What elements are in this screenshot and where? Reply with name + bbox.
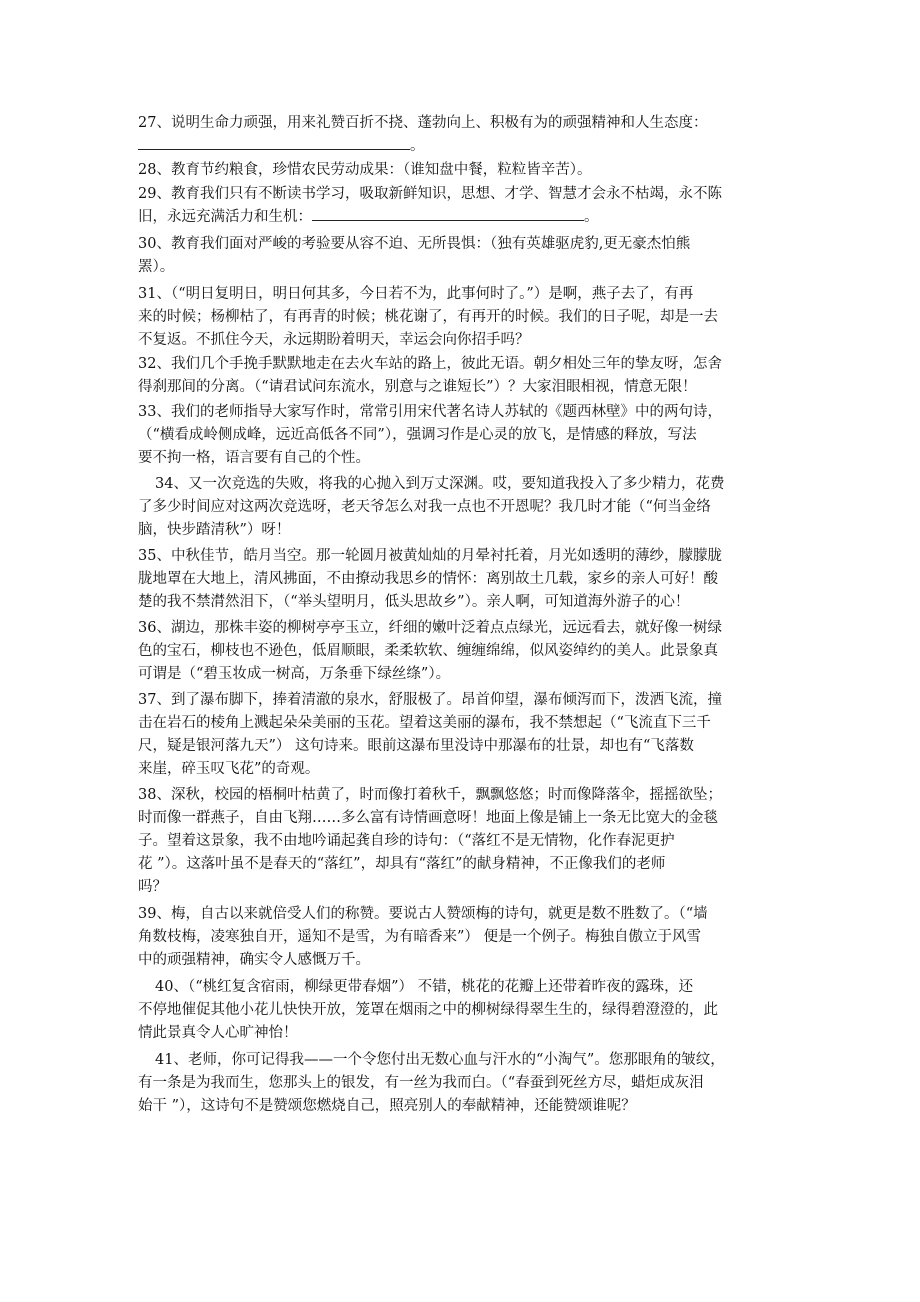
item-30-line-1: 30、教育我们面对严峻的考验要从容不迫、无所畏惧：（独有英雄驱虎豹,更无豪杰怕熊	[138, 236, 691, 252]
item-40-line-3: 情此景真令人心旷神怡！	[138, 1025, 298, 1041]
answer-blank	[138, 135, 410, 150]
item-37-line-1: 37、到了瀑布脚下，捧着清澈的泉水，舒服极了。昂首仰望，瀑布倾泻而下，泼洒飞流，撞	[138, 692, 722, 708]
item-32-line-2: 得刹那间的分离。（“请君试问东流水，别意与之谁短长”）？大家泪眼相视，情意无限！	[138, 379, 697, 395]
item-31-line-2: 来的时候；杨柳枯了，有再青的时候；桃花谢了，有再开的时候。我们的日子呢，却是一去	[138, 309, 718, 325]
item-34	[138, 473, 786, 542]
item-34-line-1: 34、又一次竞选的失败，将我的心抛入到万丈深渊。哎，要知道我投入了多少精力，花费	[155, 476, 725, 492]
item-38-line-5: 吗？	[138, 879, 167, 895]
item-36-line-1: 36、湖边，那株丰姿的柳树亭亭玉立，纤细的嫩叶泛着点点绿光，远远看去，就好像一树绿	[138, 620, 722, 636]
item-35-line-2: 胧地罩在大地上，清风拂面，不由撩动我思乡的情怀：离别故土几载，家乡的亲人可好！酸	[138, 571, 718, 587]
item-38-line-3: 子。望着这景象，我不由地吟诵起龚自珍的诗句：（“落红不是无情物，化作春泥更护	[138, 833, 675, 849]
item-37	[138, 689, 786, 781]
item-38-line-2: 时而像一群燕子，自由飞翔……多么富有诗情画意呀！地面上像是铺上一条无比宽大的金毯	[138, 810, 718, 826]
item-29-line-1: 29、教育我们只有不断读书学习，吸取新鲜知识，思想、才学、智慧才会永不枯竭，永不陈	[138, 186, 722, 202]
item-40-line-1: 40、（“桃红复含宿雨，柳绿更带春烟”） 不错，桃花的花瓣上还带着昨夜的露珠，还	[155, 979, 694, 995]
item-33	[138, 401, 786, 470]
item-35-line-1: 35、中秋佳节，皓月当空。那一轮圆月被黄灿灿的月晕衬托着，月光如透明的薄纱，朦朦胧	[138, 548, 722, 564]
item-34-line-3: 脑，快步踏清秋”）呀！	[138, 522, 291, 538]
item-39-line-1: 39、梅，自古以来就倍受人们的称赞。要说古人赞颂梅的诗句，就更是数不胜数了。（“墙	[138, 906, 708, 922]
item-36-line-2: 色的宝石，柳枝也不逊色，低眉顺眼，柔柔软软、缠缠绵绵，似风姿绰约的美人。此景象真	[138, 643, 718, 659]
item-39-line-2: 角数枝梅，凌寒独自开，遥知不是雪，为有暗香来”） 便是一个例子。梅独自傲立于风雪	[138, 929, 702, 945]
item-29-end: 。	[584, 209, 599, 225]
item-27-line-1: 27、说明生命力顽强，用来礼赞百折不挠、蓬勃向上、积极有为的顽强精神和人生态度：	[138, 115, 708, 131]
item-30-line-2: 罴）。	[138, 259, 175, 275]
item-28-line-1: 28、教育节约粮食，珍惜农民劳动成果：（谁知盘中餐，粒粒皆辛苦）。	[138, 162, 592, 178]
item-29	[138, 183, 786, 229]
item-41-line-2: 有一条是为我而生，您那头上的银发，有一丝为我而白。（“春蚕到死丝方尽，蜡炬成灰泪	[138, 1075, 704, 1091]
item-35-line-3: 楚的我不禁潸然泪下，（“举头望明月，低头思故乡”）。亲人啊，可知道海外游子的心！	[138, 594, 690, 610]
item-39	[138, 903, 786, 972]
item-36	[138, 617, 786, 686]
item-28	[138, 159, 786, 182]
item-34-line-2: 了多少时间应对这两次竞选呀，老天爷怎么对我一点也不开恩呢？我几时才能（“何当金络	[138, 499, 711, 515]
item-41-line-3: 始干 ”），这诗句不是赞颂您燃烧自己，照亮别人的奉献精神，还能赞颂谁呢？	[138, 1098, 636, 1114]
item-33-line-2: （“横看成岭侧成峰，远近高低各不同”），强调习作是心灵的放飞，是情感的释放，写法	[138, 427, 697, 443]
item-31	[138, 283, 786, 352]
item-27-line-2	[138, 135, 786, 158]
item-36-line-3: 可谓是（“碧玉妆成一树高，万条垂下绿丝绦”）。	[138, 666, 451, 682]
answer-blank	[312, 206, 584, 221]
item-29-line-2	[138, 206, 786, 229]
item-30	[138, 233, 786, 279]
item-31-line-1: 31、（“明日复明日，明日何其多，今日若不为，此事何时了。”）是啊，燕子去了，有再	[138, 286, 694, 302]
item-37-line-3: 尺，疑是银河落九天”） 这句诗来。眼前这瀑布里没诗中那瀑布的壮景，却也有“飞落数	[138, 738, 694, 754]
item-27-end: 。	[410, 138, 425, 154]
item-32	[138, 353, 786, 399]
item-31-line-3: 不复返。不抓住今天，永远期盼着明天，幸运会向你招手吗？	[138, 332, 530, 348]
item-38-line-4: 花 ”）。这落叶虽不是春天的“落红”，却具有“落红”的献身精神，不正像我们的老师	[138, 856, 666, 872]
item-40	[138, 976, 786, 1045]
item-32-line-1: 32、我们几个手挽手默默地走在去火车站的路上，彼此无语。朝夕相处三年的挚友呀，怎舍	[138, 356, 722, 372]
item-40-line-2: 不停地催促其他小花儿快快开放，笼罩在烟雨之中的柳树绿得翠生生的，绿得碧澄澄的，此	[138, 1002, 718, 1018]
item-41-line-1: 41、老师，你可记得我——一个令您付出无数心血与汗水的“小淘气”。您那眼角的皱纹，	[155, 1052, 725, 1068]
item-35	[138, 545, 786, 614]
item-38	[138, 784, 786, 899]
item-37-line-4: 来崖，碎玉叹飞花”的奇观。	[138, 761, 320, 777]
item-33-line-1: 33、我们的老师指导大家写作时，常常引用宋代著名诗人苏轼的《题西林壁》中的两句诗，	[138, 404, 722, 420]
item-41	[138, 1049, 786, 1118]
item-38-line-1: 38、深秋，校园的梧桐叶枯黄了，时而像打着秋千，飘飘悠悠；时而像降落伞，摇摇欲坠；	[138, 787, 722, 803]
item-27	[138, 112, 786, 158]
item-37-line-2: 击在岩石的棱角上溅起朵朵美丽的玉花。望着这美丽的瀑布，我不禁想起（“飞流直下三千	[138, 715, 711, 731]
item-29-line-2-text: 旧，永远充满活力和生机：	[138, 209, 312, 225]
item-33-line-3: 要不拘一格，语言要有自己的个性。	[138, 450, 370, 466]
item-39-line-3: 中的顽强精神，确实令人感慨万千。	[138, 952, 370, 968]
